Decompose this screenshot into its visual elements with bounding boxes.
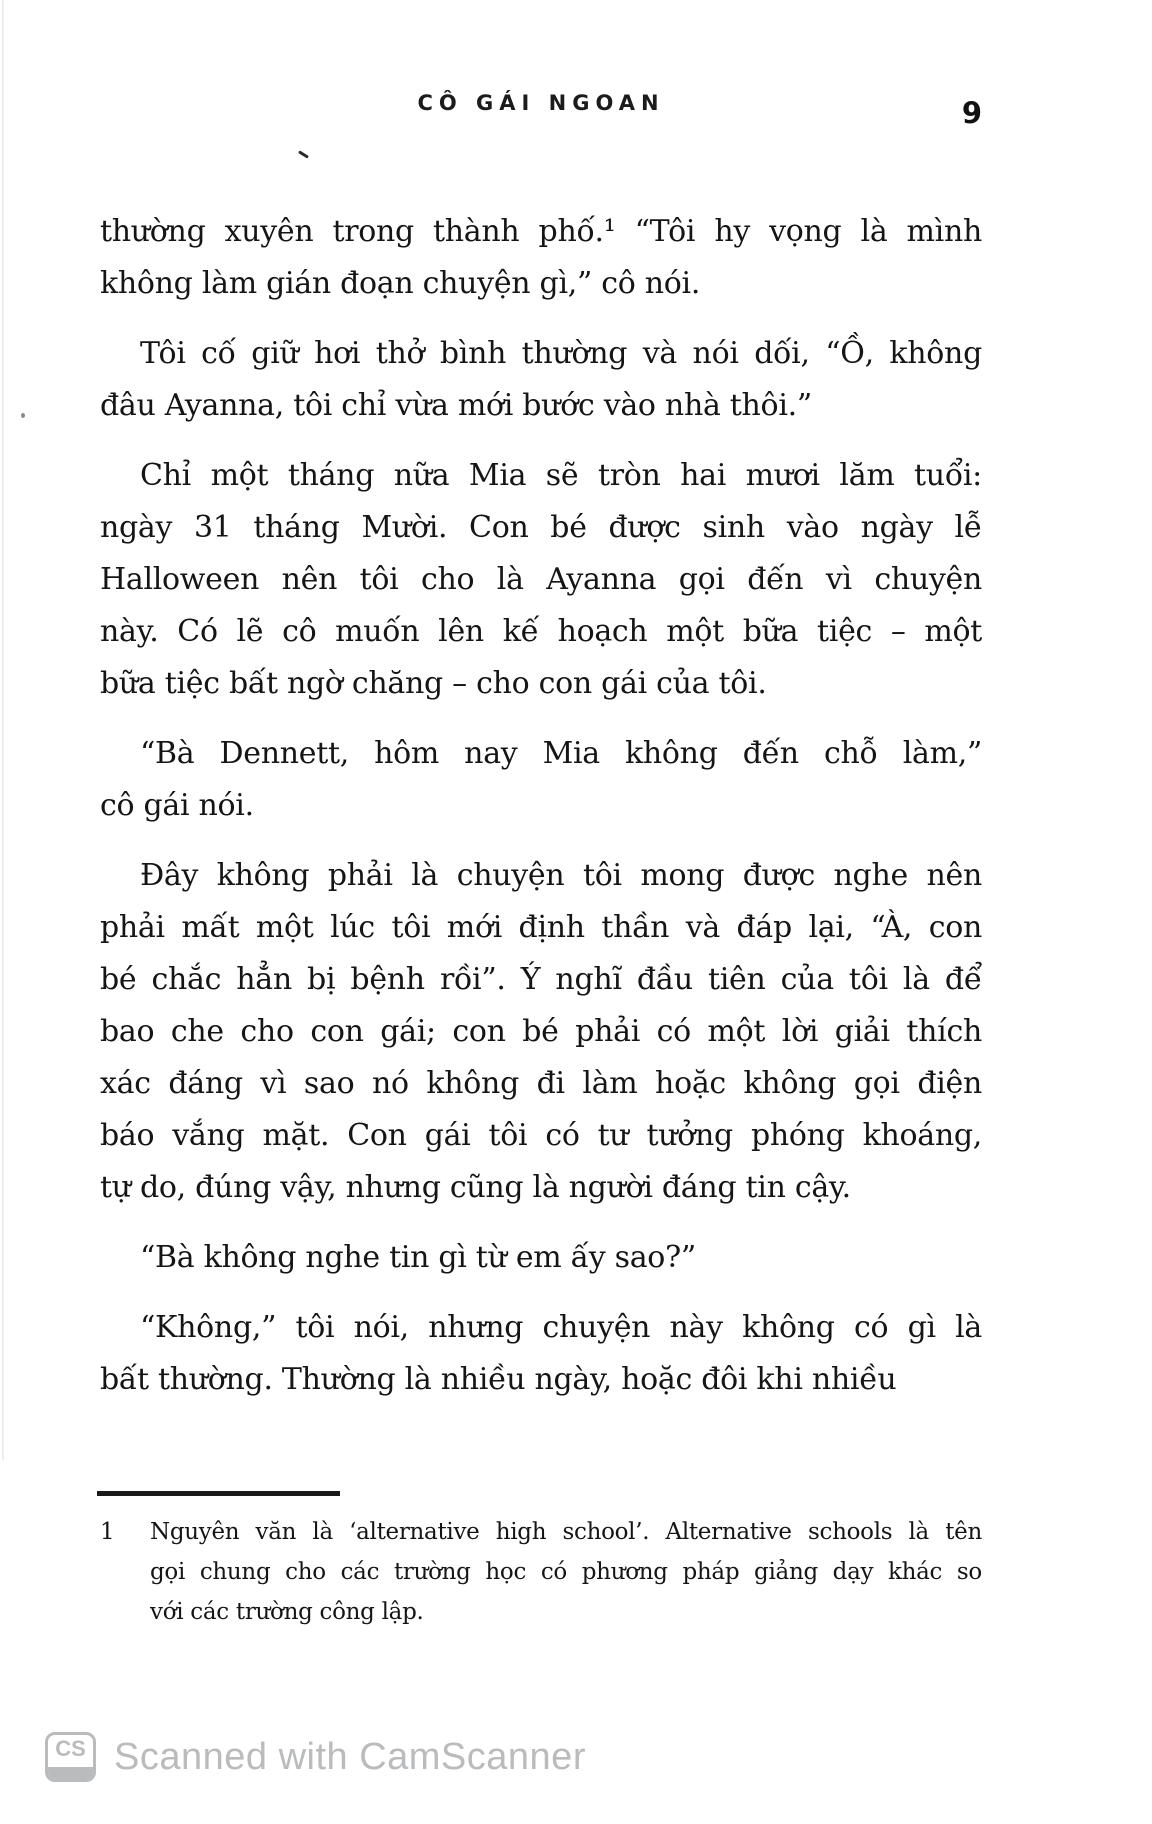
paragraph [100,728,982,832]
footnote-marker: 1 [100,1519,115,1545]
footnote-line: Nguyên văn là ‘alternative high school’. Alternative schools là tên [150,1519,982,1545]
footnote-lines [150,1512,982,1632]
body-line: ngày 31 tháng Mười. Con bé được sinh vào ngày lễ [100,510,982,545]
scan-artifact-mark [298,150,309,158]
body-line: Chỉ một tháng nữa Mia sẽ tròn hai mươi lăm tuổi: [140,458,982,493]
body-line: không làm gián đoạn chuyện gì,” cô nói. [100,266,701,301]
scan-artifact-dot [21,413,25,418]
watermark-label: Scanned with CamScanner [114,1735,586,1778]
body-line: này. Có lẽ cô muốn lên kế hoạch một bữa tiệc – một [100,614,982,649]
body-line: bữa tiệc bất ngờ chăng – cho con gái của tôi. [100,666,767,701]
paragraph [100,850,982,1214]
body-line: Đây không phải là chuyện tôi mong được nghe nên [140,858,982,893]
body-line: “Không,” tôi nói, nhưng chuyện này không có gì là [140,1310,982,1345]
paragraph [100,450,982,710]
footnote-divider [97,1491,340,1496]
body-line: đâu Ayanna, tôi chỉ vừa mới bước vào nhà thôi.” [100,388,812,423]
body-line: Tôi cố giữ hơi thở bình thường và nói dối, “Ồ, không [140,336,982,371]
cs-logo-bar [48,1767,93,1779]
body-line: báo vắng mặt. Con gái tôi có tư tưởng phóng khoáng, [100,1118,982,1153]
paragraph [100,1302,982,1406]
page-number: 9 [961,96,982,130]
footnote-line: với các trường công lập. [150,1599,424,1625]
body-line: cô gái nói. [100,788,254,823]
body-line: tự do, đúng vậy, nhưng cũng là người đáng tin cậy. [100,1170,851,1205]
camscanner-logo-icon [45,1732,96,1782]
page-header-title: CÔ GÁI NGOAN [417,91,665,115]
body-line: “Bà không nghe tin gì từ em ấy sao?” [140,1240,696,1275]
body-line: “Bà Dennett, hôm nay Mia không đến chỗ làm,” [140,736,982,771]
footnote [100,1512,982,1632]
body-line: bao che cho con gái; con bé phải có một lời giải thích [100,1014,982,1049]
footnote-line: gọi chung cho các trường học có phương pháp giảng dạy khác so [150,1559,982,1585]
paragraph [100,328,982,432]
body-line: bất thường. Thường là nhiều ngày, hoặc đôi khi nhiều [100,1362,897,1397]
body-line: bé chắc hẳn bị bệnh rồi”. Ý nghĩ đầu tiên của tôi là để [100,962,982,997]
paragraph [100,1232,982,1284]
camscanner-watermark [45,1732,586,1782]
body-line: thường xuyên trong thành phố.¹ “Tôi hy vọng là mình [100,214,982,249]
paragraph [100,206,982,310]
body-line: xác đáng vì sao nó không đi làm hoặc không gọi điện [100,1066,982,1101]
body-line: phải mất một lúc tôi mới định thần và đáp lại, “À, con [100,910,982,945]
body-line: Halloween nên tôi cho là Ayanna gọi đến vì chuyện [100,562,982,597]
scan-edge-line [2,0,4,1460]
body-text [100,206,982,1406]
cs-logo-text: CS [55,1736,86,1761]
